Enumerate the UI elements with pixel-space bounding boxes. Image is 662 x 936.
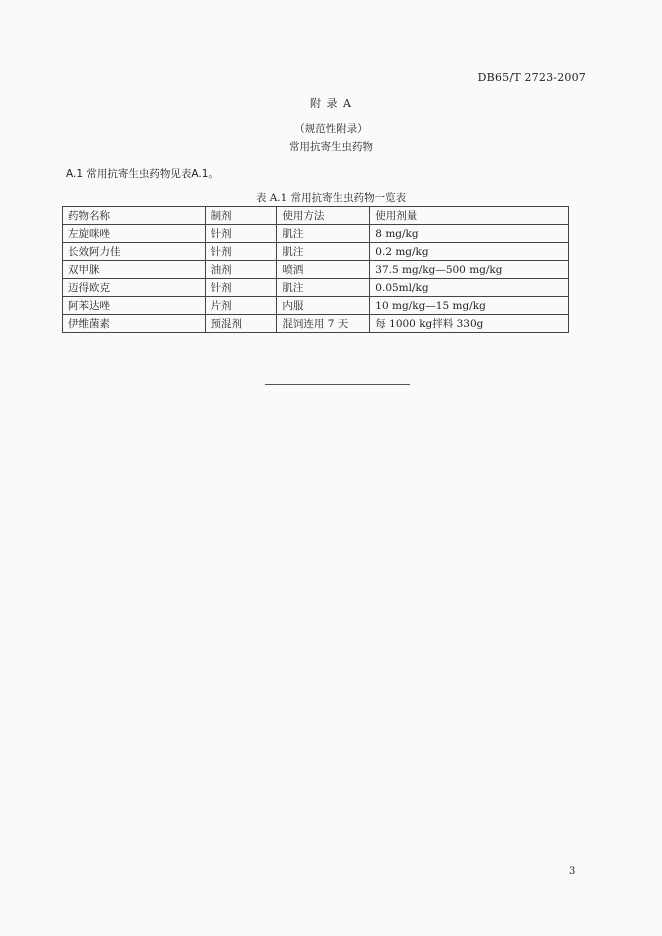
page-number: 3 [569,866,576,877]
appendix-type: （规范性附录） [294,123,368,135]
cell-drug-name: 伊维菌素 [63,315,206,333]
cell-method: 肌注 [277,243,370,261]
cell-preparation: 针剂 [205,225,277,243]
cell-drug-name: 迈得欧克 [63,279,206,297]
cell-method: 肌注 [277,225,370,243]
table-row [63,297,569,315]
cell-drug-name: 左旋咪唑 [63,225,206,243]
table-row [63,315,569,333]
header-drug-name: 药物名称 [63,207,206,225]
header-dosage: 使用剂量 [370,207,569,225]
cell-drug-name: 长效阿力佳 [63,243,206,261]
standard-code: DB65/T 2723-2007 [477,71,586,84]
cell-drug-name: 阿苯达唑 [63,297,206,315]
clause-a1: A.1 常用抗寄生虫药物见表A.1。 [66,168,219,180]
cell-preparation: 片剂 [205,297,277,315]
cell-dosage: 0.05ml/kg [370,279,569,297]
table-row [63,225,569,243]
appendix-name: 常用抗寄生虫药物 [289,141,373,153]
header-preparation: 制剂 [205,207,277,225]
cell-dosage: 每 1000 kg拌料 330g [370,315,569,333]
drug-table [62,206,569,333]
table-header-row [63,207,569,225]
cell-preparation: 针剂 [205,243,277,261]
cell-preparation: 针剂 [205,279,277,297]
cell-dosage: 0.2 mg/kg [370,243,569,261]
table-row [63,243,569,261]
header-method: 使用方法 [277,207,370,225]
cell-method: 内服 [277,297,370,315]
appendix-title: 附 录 A [310,97,352,110]
cell-preparation: 预混剂 [205,315,277,333]
cell-dosage: 37.5 mg/kg—500 mg/kg [370,261,569,279]
cell-method: 肌注 [277,279,370,297]
cell-method: 混饲连用 7 天 [277,315,370,333]
end-of-appendix-rule [265,384,410,385]
cell-method: 喷洒 [277,261,370,279]
cell-preparation: 油剂 [205,261,277,279]
cell-dosage: 10 mg/kg—15 mg/kg [370,297,569,315]
cell-dosage: 8 mg/kg [370,225,569,243]
table-row [63,279,569,297]
table-caption: 表 A.1 常用抗寄生虫药物一览表 [255,192,407,204]
table-row [63,261,569,279]
cell-drug-name: 双甲脒 [63,261,206,279]
